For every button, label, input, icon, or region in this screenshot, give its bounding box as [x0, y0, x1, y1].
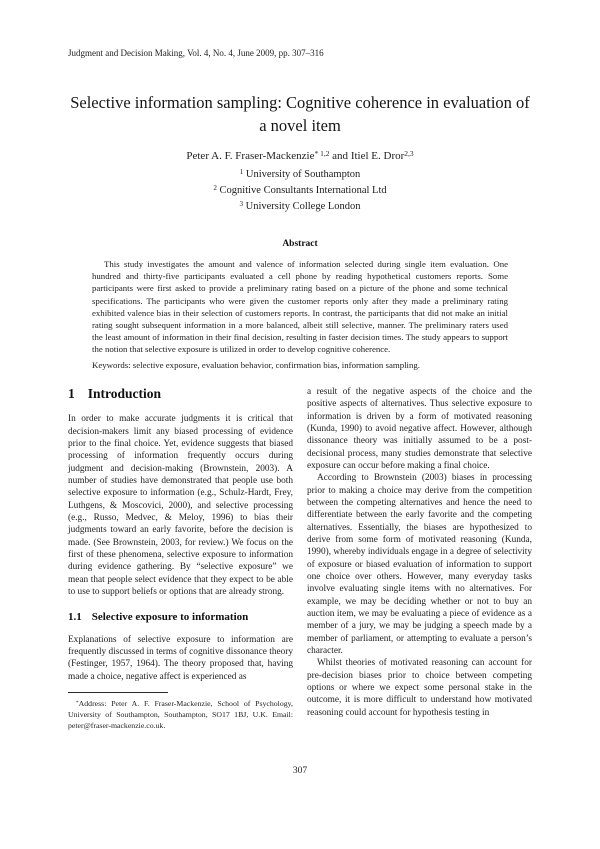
author-2-superscript: 2,3: [404, 149, 414, 159]
subsection-title: Selective exposure to information: [91, 611, 249, 624]
affiliation-2-name: Cognitive Consultants International Ltd: [219, 185, 387, 196]
affiliation-1-marker: 1: [239, 168, 244, 177]
affiliation-1-name: University of Southampton: [245, 169, 361, 180]
right-column: [307, 386, 532, 732]
affiliation-3-name: University College London: [245, 201, 361, 212]
affiliation-2-marker: 2: [213, 184, 217, 193]
body-paragraph: According to Brownstein (2003) biases in processing prior to making a choice may derive from the competition between the competing alternatives and hence the need to differentiate between the early favorite and the competing alternatives. Essentially, the biases are hypothesized to derive from some form of motivated reasoning (Kunda, 1990), whereby individuals engage in a degree of selectivity of exposure or biased evaluation of information to support one choice over others. However, many everyday tasks involve evaluating single items with no alternatives. For example, we may be deciding whether or not to buy an auction item, we may be evaluating a piece of evidence as a member of a jury, we may be judging a speech made by a member of parliament, or attempting to evaluate a person’s character.: [307, 473, 532, 657]
affiliation-2: [68, 185, 532, 196]
body-paragraph: Whilst theories of motivated reasoning can account for pre-decision biases prior to choice between competing options or where we expect some personal stake in the outcome, it is more difficult to understand how motivated reasoning could account for hypothesis testing in: [307, 658, 532, 718]
affiliation-3: [68, 201, 532, 212]
authors-connector: and: [329, 150, 351, 162]
page-number: 307: [292, 766, 308, 776]
footnote-rule: [68, 692, 168, 693]
keywords-line: Keywords: selective exposure, evaluation behavior, confirmation bias, information sampling.: [92, 359, 420, 370]
abstract-text: This study investigates the amount and valence of information selected during single item evaluation. One hundred and thirty-five participants evaluated a cell phone by reading hypothetical customers reports. Some participants were first asked to provide a preliminary rating based on a picture of the phone and some technical specifications. The participants who were given the customer reports only after they made a preliminary rating exhibited valence bias in their selection of customers reports. In contrast, the participants that did not make an initial rating sought subsequent information in a more balanced, albeit still selective, manner. The preliminary raters used the least amount of information in their final decision, resulting in faster decision times. The study appears to support the notion that selective exposure is utilized in order to develop cognitive coherence.: [92, 259, 508, 355]
author-1: Peter A. F. Fraser-Mackenzie: [186, 150, 315, 162]
author-2: Itiel E. Dror: [350, 150, 405, 162]
section-title: Introduction: [87, 385, 162, 401]
author-1-superscript: * 1,2: [314, 149, 330, 159]
footnote-text: [68, 698, 293, 732]
left-column: [68, 386, 293, 732]
abstract-heading: Abstract: [282, 239, 318, 249]
affiliation-1: [68, 169, 532, 180]
body-paragraph: In order to make accurate judgments it is critical that decision-makers limit any biased processing of evidence prior to the final choice. Yet, evidence suggests that biased processing of information frequently occurs during judgment and decision-making (Brownstein, 2003). A number of studies have demonstrated that people use both selective exposure to information (e.g., Schulz-Hardt, Frey, Luthgens, & Moscovici, 2000), and selective processing (e.g., Russo, Medvec, & Meloy, 1996) to bias their judgments toward an early favorite, before the decision is made. (See Brownstein, 2003, for review.) We focus on the first of these phenomena, selective exposure to information during evidence gathering. By “selective exposure” we mean that people select evidence that they expect to be able to use to support beliefs or options that are already strong.: [68, 414, 293, 597]
paper-title: Selective information sampling: Cognitive coherence in evaluation of a novel item: [70, 93, 530, 135]
footnote-body: Address: Peter A. F. Fraser-Mackenzie, School of Psychology, University of Southampton, Southampton, SO17 1BJ, U.K. Email: peter@fraser-mackenzie.co.uk.: [68, 699, 293, 731]
footnote: [68, 692, 293, 732]
footnote-marker: *: [76, 700, 79, 707]
body-paragraph: a result of the negative aspects of the choice and the positive aspects of alternatives. Thus selective exposure to information is driven by a form of motivated reasoning (Kunda, 1990) to avoid negative affect. However, although dissonance theory was initially assumed to be a post-decisional process, many studies demonstrate that selective exposure can occur before making a final choice.: [307, 386, 532, 471]
affiliations: [68, 169, 532, 212]
author-line: [68, 150, 532, 162]
section-heading-introduction: [68, 385, 293, 401]
two-column-body: [68, 386, 532, 732]
subsection-heading-selective-exposure: [68, 611, 293, 623]
section-number: 1: [68, 385, 75, 401]
journal-header: Judgment and Decision Making, Vol. 4, No. 4, June 2009, pp. 307–316: [68, 48, 324, 58]
affiliation-3-marker: 3: [239, 200, 244, 209]
body-paragraph: Explanations of selective exposure to information are frequently discussed in terms of cognitive dissonance theory (Festinger, 1957, 1964). The theory proposed that, having made a choice, negative affect is experienced as: [68, 634, 293, 682]
subsection-number: 1.1: [68, 611, 82, 624]
